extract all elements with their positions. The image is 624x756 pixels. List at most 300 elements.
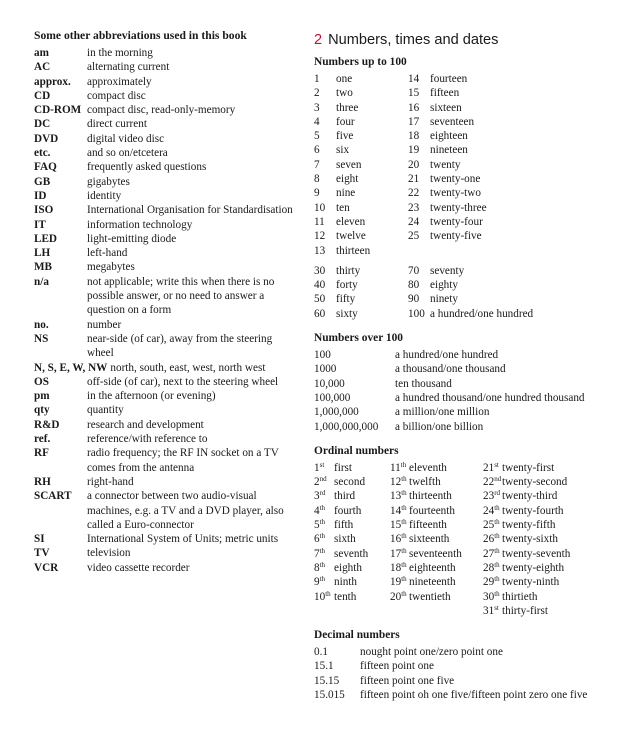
abbreviation-term: SI xyxy=(34,533,45,546)
ordinal-number: 18 xyxy=(390,561,402,574)
abbreviation-term: GB xyxy=(34,175,51,188)
ordinal-cell xyxy=(483,532,614,546)
number-word: fourteen xyxy=(430,73,468,85)
number-word: forty xyxy=(336,279,358,292)
abbreviation-definition: approximately xyxy=(87,75,152,88)
abbreviation-definition: radio frequency; the RF IN socket on a TV comes from the antenna xyxy=(87,447,279,474)
ordinal-digit xyxy=(483,475,502,489)
ordinal-number: 4 xyxy=(314,504,320,517)
ordinal-word: first xyxy=(334,461,353,474)
ordinal-suffix: th xyxy=(494,518,500,527)
ordinal-numbers-heading: Ordinal numbers xyxy=(314,444,399,457)
ordinal-cell xyxy=(390,532,483,546)
abbreviation-term: LH xyxy=(34,247,51,260)
abbreviation-definition: frequently asked questions xyxy=(87,161,207,174)
number-digit: 14 xyxy=(408,73,420,85)
abbreviation-definition: not applicable; write this when there is no possible answer, or no need to answer a question on a form xyxy=(87,275,275,317)
number-digit: 23 xyxy=(408,201,420,214)
ordinal-suffix: th xyxy=(401,532,407,541)
ordinal-word: eleventh xyxy=(409,461,447,474)
number-word: a hundred/one hundred xyxy=(430,307,534,320)
abbreviation-definition: a connector between two audio-visual machines, e.g. a TV and a DVD player, also called a Euro-connector xyxy=(87,490,284,531)
ordinal-digit xyxy=(314,475,334,489)
ordinal-cell xyxy=(483,461,614,475)
abbreviation-term: AC xyxy=(34,61,51,74)
ordinal-number: 9 xyxy=(314,576,320,589)
number-digit: 5 xyxy=(314,130,320,143)
ordinal-digit xyxy=(483,461,502,475)
number-word: twenty-three xyxy=(430,201,487,214)
ordinal-row xyxy=(314,461,614,475)
number-word: twenty xyxy=(430,158,461,171)
number-digit: 30 xyxy=(314,264,326,277)
ordinal-digit xyxy=(314,532,334,546)
number-word: two xyxy=(336,87,353,100)
number-row xyxy=(314,129,614,143)
abbreviation-definition: information technology xyxy=(87,218,193,231)
ordinal-cell xyxy=(390,561,483,575)
decimal-digit: 0.1 xyxy=(314,646,328,659)
abbreviation-row xyxy=(34,246,296,260)
abbreviation-row xyxy=(34,375,296,389)
number-digit xyxy=(408,244,430,258)
ordinal-suffix: th xyxy=(401,503,407,512)
ordinal-digit xyxy=(390,489,409,503)
number-word: a billion/one billion xyxy=(395,420,484,433)
number-digit: 1 xyxy=(314,73,320,85)
abbreviation-row xyxy=(34,146,296,160)
number-digit: 22 xyxy=(408,187,420,200)
ordinal-number: 26 xyxy=(483,533,495,546)
number-digit: 13 xyxy=(314,244,326,257)
ordinal-word: twenty-third xyxy=(502,490,558,503)
ordinal-cell xyxy=(390,504,483,518)
numbers-column xyxy=(314,28,614,702)
decimal-row xyxy=(314,688,614,702)
abbreviation-row xyxy=(34,189,296,203)
ordinal-digit xyxy=(390,561,409,575)
number-digit: 100 xyxy=(408,307,425,320)
ordinal-number: 22 xyxy=(483,476,495,489)
abbreviation-row xyxy=(34,318,296,332)
number-word: ninety xyxy=(430,293,458,306)
ordinal-word: twenty-fourth xyxy=(502,504,564,517)
number-digit: 100,000 xyxy=(314,391,351,404)
ordinal-suffix: th xyxy=(494,546,500,555)
abbreviation-row xyxy=(34,260,296,274)
ordinal-cell xyxy=(314,475,390,489)
decimal-digit: 15.015 xyxy=(314,688,345,701)
abbreviation-definition: right-hand xyxy=(87,475,134,488)
ordinal-number: 25 xyxy=(483,519,495,532)
ordinal-suffix: th xyxy=(319,518,326,527)
ordinal-number: 10 xyxy=(314,590,326,603)
ordinal-word: seventeenth xyxy=(409,547,462,560)
number-word: sixty xyxy=(336,307,358,320)
ordinal-cell xyxy=(390,604,483,618)
abbreviation-definition: television xyxy=(87,547,131,560)
ordinal-suffix: th xyxy=(401,489,407,498)
ordinal-suffix: nd xyxy=(494,475,502,484)
decimal-digit: 15.1 xyxy=(314,660,334,673)
number-row xyxy=(314,101,614,115)
ordinal-digit xyxy=(390,590,409,604)
ordinal-word: fifth xyxy=(334,519,354,532)
abbreviation-row xyxy=(34,132,296,146)
section-title-text: Numbers, times and dates xyxy=(328,32,499,48)
ordinal-suffix: th xyxy=(319,532,326,541)
abbreviation-row xyxy=(34,403,296,417)
ordinal-number: 8 xyxy=(314,561,320,574)
number-word: six xyxy=(336,144,350,157)
abbreviation-term: ref. xyxy=(34,433,51,446)
number-digit: 60 xyxy=(314,307,326,320)
ordinal-word: third xyxy=(334,490,356,503)
ordinal-number: 3 xyxy=(314,490,320,503)
ordinal-digit xyxy=(483,590,502,604)
ordinal-row xyxy=(314,547,614,561)
number-digit: 10,000 xyxy=(314,377,345,390)
number-row xyxy=(314,201,614,215)
spacer xyxy=(314,321,614,331)
ordinal-number: 15 xyxy=(390,519,402,532)
abbreviation-definition: compact disc xyxy=(87,89,146,102)
number-word: seventy xyxy=(430,264,465,277)
ordinal-word: twenty-sixth xyxy=(502,533,558,546)
decimal-word: fifteen point one xyxy=(360,660,434,673)
ordinal-number: 24 xyxy=(483,504,495,517)
ordinal-digit xyxy=(390,547,409,561)
number-word: ten xyxy=(336,201,350,214)
abbreviation-term: MB xyxy=(34,261,53,274)
abbreviation-term: CD xyxy=(34,89,51,102)
ordinal-numbers-table xyxy=(314,461,614,618)
ordinal-row xyxy=(314,575,614,589)
number-digit: 7 xyxy=(314,158,320,171)
number-row xyxy=(314,72,614,86)
abbreviation-term: no. xyxy=(34,318,49,331)
number-digit: 21 xyxy=(408,173,420,186)
ordinal-suffix: st xyxy=(319,460,325,469)
ordinal-cell xyxy=(483,547,614,561)
ordinal-suffix: th xyxy=(401,475,407,484)
ordinal-number: 20 xyxy=(390,590,402,603)
big-number-row xyxy=(314,405,614,419)
number-row xyxy=(314,86,614,100)
number-word: a hundred/one hundred xyxy=(395,349,499,362)
number-digit: 19 xyxy=(408,144,420,157)
abbreviation-row xyxy=(34,89,296,103)
abbreviation-term: IT xyxy=(34,218,46,231)
abbreviation-definition: International System of Units; metric units xyxy=(87,533,279,546)
decimal-word: fifteen point one five xyxy=(360,674,455,687)
ordinal-digit xyxy=(483,604,502,618)
number-word: sixteen xyxy=(430,101,462,114)
number-word: three xyxy=(336,101,359,114)
ordinal-suffix: th xyxy=(494,589,500,598)
abbreviation-definition: near-side (of car), away from the steering wheel xyxy=(87,332,273,360)
abbreviation-definition: light-emitting diode xyxy=(87,232,177,245)
decimal-word: fifteen point oh one five/fifteen point zero one five xyxy=(360,688,588,701)
number-word: thirty xyxy=(336,264,361,277)
abbreviation-term: etc. xyxy=(34,147,51,160)
ordinal-number: 21 xyxy=(483,461,495,474)
ordinal-digit xyxy=(483,518,502,532)
number-digit: 50 xyxy=(314,293,326,306)
abbreviation-row xyxy=(34,532,296,546)
abbreviation-definition: video cassette recorder xyxy=(87,561,190,574)
number-row xyxy=(314,115,614,129)
abbreviation-term: qty xyxy=(34,404,50,417)
number-digit: 4 xyxy=(314,115,320,128)
abbreviation-definition: and so on/etcetera xyxy=(87,147,168,160)
number-row xyxy=(314,172,614,186)
abbreviation-definition: research and development xyxy=(87,418,204,431)
ordinal-digit xyxy=(314,518,334,532)
abbreviation-row xyxy=(34,117,296,131)
number-digit: 1,000,000 xyxy=(314,406,359,419)
number-digit: 18 xyxy=(408,130,420,143)
abbreviation-term: FAQ xyxy=(34,161,57,174)
abbreviation-row xyxy=(34,389,296,403)
ordinal-row xyxy=(314,590,614,604)
abbreviation-row xyxy=(34,175,296,189)
number-word: a thousand/one thousand xyxy=(395,363,506,376)
number-digit: 8 xyxy=(314,173,320,186)
tens-row xyxy=(314,278,614,292)
ordinal-cell xyxy=(314,561,390,575)
abbreviations-list xyxy=(34,46,296,575)
abbreviation-row xyxy=(34,75,296,89)
number-word xyxy=(430,244,614,258)
abbreviation-term: SCART xyxy=(34,490,72,503)
abbreviation-definition: number xyxy=(87,318,122,331)
number-digit: 70 xyxy=(408,264,420,277)
ordinal-word: fifteenth xyxy=(409,519,447,532)
abbreviation-row xyxy=(34,546,296,560)
number-word: one xyxy=(336,73,353,85)
ordinal-digit xyxy=(314,547,334,561)
ordinal-word: thirtieth xyxy=(502,590,538,603)
ordinal-cell xyxy=(390,575,483,589)
number-word: four xyxy=(336,115,355,128)
big-number-row xyxy=(314,348,614,362)
ordinal-suffix: th xyxy=(494,575,500,584)
abbreviation-row xyxy=(34,218,296,232)
abbreviation-definition: off-side (of car), next to the steering wheel xyxy=(87,375,279,388)
number-word: five xyxy=(336,130,354,143)
number-digit: 24 xyxy=(408,215,420,228)
numbers-over-100-heading: Numbers over 100 xyxy=(314,332,404,345)
ordinal-suffix: th xyxy=(401,575,407,584)
number-word: twenty-one xyxy=(430,173,481,186)
number-word: eighteen xyxy=(430,130,468,143)
decimal-numbers-heading: Decimal numbers xyxy=(314,629,400,642)
abbreviation-definition: quantity xyxy=(87,404,124,417)
abbreviation-row xyxy=(34,418,296,432)
ordinal-word: twenty-ninth xyxy=(502,576,560,589)
abbreviation-row xyxy=(34,489,296,532)
ordinal-word: nineteenth xyxy=(409,576,456,589)
number-digit: 80 xyxy=(408,279,420,292)
section-title xyxy=(314,31,614,49)
number-digit: 25 xyxy=(408,230,420,243)
number-word: fifteen xyxy=(430,87,460,100)
decimal-numbers-table xyxy=(314,645,614,702)
ordinal-cell xyxy=(483,575,614,589)
abbreviation-row xyxy=(34,232,296,246)
ordinal-word: twenty-seventh xyxy=(502,547,571,560)
numbers-over-100-table xyxy=(314,348,614,434)
abbreviation-row xyxy=(34,446,296,475)
abbreviation-definition: in the morning xyxy=(87,47,153,59)
number-digit: 2 xyxy=(314,87,320,100)
ordinal-digit xyxy=(483,561,502,575)
ordinal-digit xyxy=(390,532,409,546)
ordinal-cell xyxy=(390,547,483,561)
ordinal-suffix: th xyxy=(401,589,407,598)
number-digit: 16 xyxy=(408,101,420,114)
ordinal-digit xyxy=(483,532,502,546)
number-digit: 90 xyxy=(408,293,420,306)
ordinal-number: 5 xyxy=(314,519,320,532)
ordinal-number: 12 xyxy=(390,476,402,489)
big-number-row xyxy=(314,362,614,376)
abbreviation-term: N, S, E, W, NW xyxy=(34,361,108,374)
abbreviation-term: ID xyxy=(34,189,47,202)
ordinal-number: 17 xyxy=(390,547,402,560)
ordinal-number: 6 xyxy=(314,533,320,546)
number-digit: 100 xyxy=(314,349,331,362)
ordinal-cell xyxy=(483,590,614,604)
abbreviation-definition: megabytes xyxy=(87,261,135,274)
ordinal-cell xyxy=(390,489,483,503)
number-digit: 6 xyxy=(314,144,320,157)
ordinal-cell xyxy=(483,561,614,575)
number-word: eighty xyxy=(430,279,458,292)
ordinal-row xyxy=(314,518,614,532)
ordinal-suffix: th xyxy=(319,560,326,569)
ordinal-word: eighteenth xyxy=(409,561,456,574)
ordinal-digit xyxy=(314,575,334,589)
abbreviation-row xyxy=(34,475,296,489)
ordinal-word: twenty-fifth xyxy=(502,519,556,532)
ordinal-suffix: nd xyxy=(319,475,327,484)
abbreviation-row xyxy=(34,561,296,575)
ordinal-cell xyxy=(483,518,614,532)
ordinal-suffix: th xyxy=(401,546,407,555)
ordinal-word: seventh xyxy=(334,547,369,560)
abbreviation-definition: identity xyxy=(87,189,122,202)
ordinal-suffix: st xyxy=(494,603,499,612)
number-word: nine xyxy=(336,187,356,200)
ordinal-row xyxy=(314,604,614,618)
number-digit: 20 xyxy=(408,158,420,171)
ordinal-number: 27 xyxy=(483,547,495,560)
abbreviation-term: n/a xyxy=(34,275,49,288)
number-word: twenty-two xyxy=(430,187,481,200)
ordinal-digit xyxy=(390,504,409,518)
abbreviations-column xyxy=(34,28,296,575)
ordinal-suffix: th xyxy=(401,560,407,569)
abbreviation-term: OS xyxy=(34,375,49,388)
abbreviation-row xyxy=(34,160,296,174)
ordinal-row xyxy=(314,532,614,546)
abbreviation-definition: alternating current xyxy=(87,61,170,74)
number-digit: 12 xyxy=(314,230,326,243)
abbreviation-term: RF xyxy=(34,447,49,460)
ordinal-cell xyxy=(314,461,390,475)
ordinal-word: sixth xyxy=(334,533,356,546)
abbreviation-row xyxy=(34,332,296,361)
ordinal-cell xyxy=(314,575,390,589)
ordinal-suffix: th xyxy=(494,532,500,541)
ordinal-cell xyxy=(390,461,483,475)
ordinal-digit xyxy=(483,547,502,561)
ordinal-word: tenth xyxy=(334,590,357,603)
abbreviation-row xyxy=(34,60,296,74)
spacer xyxy=(314,618,614,628)
ordinal-digit xyxy=(314,461,334,475)
ordinal-suffix: th xyxy=(494,503,500,512)
number-row xyxy=(314,244,614,258)
ordinal-digit xyxy=(483,575,502,589)
number-word: eleven xyxy=(336,215,366,228)
ordinal-cell xyxy=(483,604,614,618)
abbreviation-term: TV xyxy=(34,547,50,560)
ordinal-suffix: th xyxy=(400,460,407,469)
number-digit: 3 xyxy=(314,101,320,114)
number-word: twenty-five xyxy=(430,230,482,243)
decimal-digit: 15.15 xyxy=(314,674,340,687)
abbreviation-term: DVD xyxy=(34,132,59,145)
ordinal-cell xyxy=(314,504,390,518)
number-digit: 17 xyxy=(408,115,420,128)
ordinal-suffix: st xyxy=(494,460,499,469)
abbreviation-term: VCR xyxy=(34,561,59,574)
ordinal-number: 2 xyxy=(314,476,320,489)
ordinal-cell xyxy=(390,518,483,532)
abbreviation-row xyxy=(34,361,296,375)
ordinal-row xyxy=(314,489,614,503)
ordinal-word: sixteenth xyxy=(409,533,450,546)
big-number-row xyxy=(314,391,614,405)
abbreviation-definition: digital video disc xyxy=(87,132,165,145)
ordinal-digit xyxy=(390,461,409,475)
number-digit: 1,000,000,000 xyxy=(314,420,379,433)
tens-table xyxy=(314,264,614,321)
ordinal-digit xyxy=(314,489,334,503)
ordinal-word: twentieth xyxy=(409,590,451,603)
tens-row xyxy=(314,264,614,278)
abbreviation-row xyxy=(34,103,296,117)
ordinal-word: fourth xyxy=(334,504,362,517)
abbreviation-definition: direct current xyxy=(87,118,147,131)
number-word: a hundred thousand/one hundred thousand xyxy=(395,391,585,404)
number-digit: 10 xyxy=(314,201,326,214)
abbreviation-definition: International Organisation for Standardisation xyxy=(87,204,293,217)
ordinal-cell xyxy=(314,590,390,604)
number-row xyxy=(314,186,614,200)
abbreviation-row xyxy=(34,203,296,217)
number-digit: 15 xyxy=(408,87,420,100)
ordinal-suffix: th xyxy=(494,560,500,569)
abbreviation-term: R&D xyxy=(34,418,60,431)
abbreviation-definition: compact disc, read-only-memory xyxy=(87,104,236,117)
ordinal-cell xyxy=(314,547,390,561)
number-word: seven xyxy=(336,158,362,171)
number-digit: 11 xyxy=(314,215,325,228)
